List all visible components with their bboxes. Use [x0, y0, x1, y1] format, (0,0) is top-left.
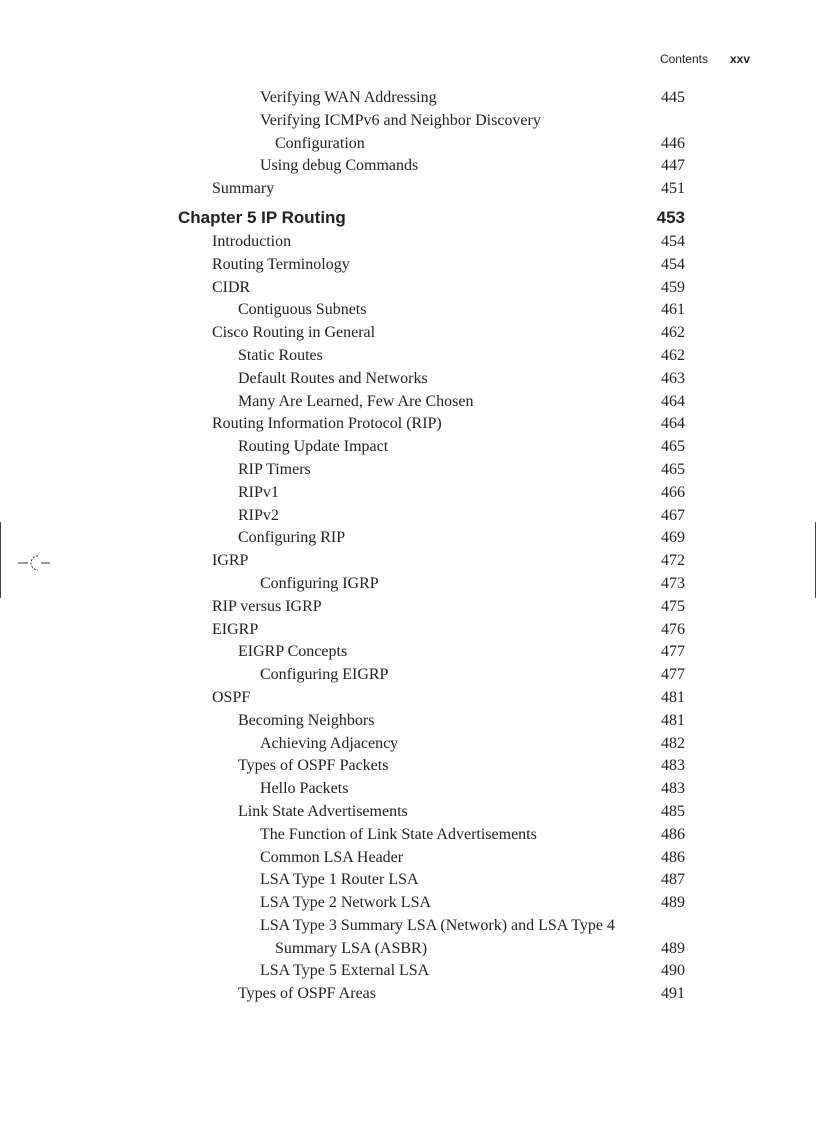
toc-entry [0, 847, 816, 870]
toc-entry [0, 299, 816, 322]
toc-entry-page: 464 [661, 392, 685, 410]
toc-entry [0, 482, 816, 505]
toc-entry-title: Static Routes [238, 346, 323, 364]
toc-entry [0, 801, 816, 824]
toc-entry [0, 155, 816, 178]
toc-entry [0, 733, 816, 756]
toc-entry-page: 463 [661, 369, 685, 387]
toc-entry-page: 475 [661, 597, 685, 615]
toc-entry-page: 490 [661, 962, 685, 980]
toc-entry [0, 938, 816, 961]
toc-entry-title: Types of OSPF Areas [238, 985, 376, 1003]
toc-entry-title: LSA Type 3 Summary LSA (Network) and LSA Type 4 [260, 916, 615, 934]
toc-entry-title: RIPv2 [238, 506, 279, 524]
toc-entry [0, 459, 816, 482]
toc-entry-title: Link State Advertisements [238, 802, 408, 820]
toc-entry [0, 436, 816, 459]
toc-entry-title: Using debug Commands [260, 157, 419, 175]
toc-entry-page: 469 [661, 529, 685, 547]
running-header [660, 52, 750, 66]
toc-entry-page: 462 [661, 324, 685, 342]
toc-entry-page: 481 [661, 711, 685, 729]
chapter-heading [0, 201, 816, 231]
toc-entry [0, 133, 816, 156]
toc-entry [0, 664, 816, 687]
toc-entry-page: 489 [661, 939, 685, 957]
toc-entry-page: 467 [661, 506, 685, 524]
toc-entry-page: 477 [661, 666, 685, 684]
toc-entry-title: Types of OSPF Packets [238, 757, 389, 775]
toc-entry [0, 527, 816, 550]
toc-entry-title: Summary LSA (ASBR) [275, 939, 428, 957]
toc-entry-title: Introduction [212, 232, 292, 250]
toc-entry-page: 477 [661, 643, 685, 661]
toc-entry [0, 824, 816, 847]
toc-entry-page: 472 [661, 552, 685, 570]
toc-entry-title: Chapter 5 IP Routing [178, 207, 346, 227]
toc-entry-page: 485 [661, 802, 685, 820]
toc-entry-title: LSA Type 5 External LSA [260, 962, 430, 980]
toc-entry [0, 573, 816, 596]
toc-entry-title: Verifying ICMPv6 and Neighbor Discovery [260, 111, 541, 129]
toc-entry-title: EIGRP Concepts [238, 643, 348, 661]
crop-mark-left [0, 522, 1, 598]
toc-entry-page: 466 [661, 483, 685, 501]
toc-entry-title: Routing Information Protocol (RIP) [212, 415, 442, 433]
toc-entry-page: 454 [661, 232, 685, 250]
toc-entry [0, 178, 816, 201]
toc-entry-page: 453 [656, 207, 685, 227]
running-header-section: Contents [659, 52, 708, 66]
toc-entry-page: 446 [661, 134, 685, 152]
toc-entry-title: Summary [212, 180, 275, 198]
toc-entry-title: Configuring IGRP [260, 574, 379, 592]
toc-entry-title: Verifying WAN Addressing [260, 89, 437, 106]
toc-entry-title: RIP versus IGRP [212, 597, 322, 615]
toc-entry-page: 482 [661, 734, 685, 752]
toc-entry-page: 451 [661, 180, 685, 198]
toc-entry-title: EIGRP [212, 620, 259, 638]
toc-entry-page: 487 [661, 871, 685, 889]
toc-entry-title: Configuration [275, 134, 365, 152]
toc-entry-title: IGRP [212, 552, 249, 570]
toc-entry-page: 483 [661, 780, 685, 798]
toc-entry-page: 473 [661, 574, 685, 592]
toc-entry [0, 778, 816, 801]
toc-entry-title: Many Are Learned, Few Are Chosen [238, 392, 474, 410]
toc-entry-title: Default Routes and Networks [238, 369, 428, 387]
table-of-contents [0, 87, 816, 1006]
toc-entry-title: CIDR [212, 278, 251, 296]
toc-entry-title: Routing Terminology [212, 255, 350, 273]
toc-entry-page: 454 [661, 255, 685, 273]
toc-entry-title: Cisco Routing in General [212, 324, 376, 342]
toc-entry-title: Becoming Neighbors [238, 711, 375, 729]
toc-entry [0, 596, 816, 619]
toc-entry [0, 345, 816, 368]
toc-entry [0, 87, 816, 110]
toc-entry [0, 915, 816, 938]
toc-entry-page: 461 [661, 301, 685, 319]
toc-entry [0, 110, 816, 133]
toc-entry [0, 231, 816, 254]
toc-entry [0, 413, 816, 436]
toc-entry-title: Configuring EIGRP [260, 666, 389, 684]
toc-entry-page: 465 [661, 438, 685, 456]
toc-entry [0, 755, 816, 778]
page-folio: xxv [729, 52, 750, 66]
toc-entry-title: RIPv1 [238, 483, 279, 501]
toc-entry-page: 462 [661, 346, 685, 364]
toc-entry-title: Contiguous Subnets [238, 301, 367, 319]
toc-entry-page: 476 [661, 620, 685, 638]
toc-entry-title: LSA Type 2 Network LSA [260, 894, 432, 912]
toc-entry-page: 464 [661, 415, 685, 433]
toc-entry-page: 486 [661, 848, 685, 866]
toc-entry [0, 960, 816, 983]
toc-entry [0, 983, 816, 1006]
toc-entry [0, 869, 816, 892]
toc-entry-page: 491 [661, 985, 685, 1003]
toc-entry-title: Achieving Adjacency [260, 734, 399, 752]
toc-entry [0, 892, 816, 915]
toc-entry-page: 447 [661, 157, 685, 175]
toc-entry [0, 322, 816, 345]
toc-entry [0, 277, 816, 300]
toc-entry-page: 486 [661, 825, 685, 843]
toc-entry-title: OSPF [212, 688, 251, 706]
toc-entry-page: 489 [661, 894, 685, 912]
toc-entry [0, 710, 816, 733]
toc-entry [0, 619, 816, 642]
toc-entry [0, 687, 816, 710]
toc-entry [0, 550, 816, 573]
toc-entry-title: Configuring RIP [238, 529, 346, 547]
toc-entry-title: Routing Update Impact [238, 438, 389, 456]
toc-entry-title: Hello Packets [260, 780, 349, 798]
toc-entry-page: 481 [661, 688, 685, 706]
toc-entry-title: RIP Timers [238, 460, 311, 478]
toc-entry-title: Common LSA Header [260, 848, 404, 866]
toc-entry-title: The Function of Link State Advertisements [260, 825, 537, 843]
toc-entry-page: 483 [661, 757, 685, 775]
toc-entry [0, 254, 816, 277]
toc-entry [0, 505, 816, 528]
toc-entry [0, 391, 816, 414]
toc-entry-title: LSA Type 1 Router LSA [260, 871, 419, 889]
toc-entry-page: 445 [661, 89, 685, 106]
toc-entry [0, 641, 816, 664]
toc-entry [0, 368, 816, 391]
registration-mark-icon [18, 552, 50, 574]
toc-entry-page: 465 [661, 460, 685, 478]
toc-entry-page: 459 [661, 278, 685, 296]
